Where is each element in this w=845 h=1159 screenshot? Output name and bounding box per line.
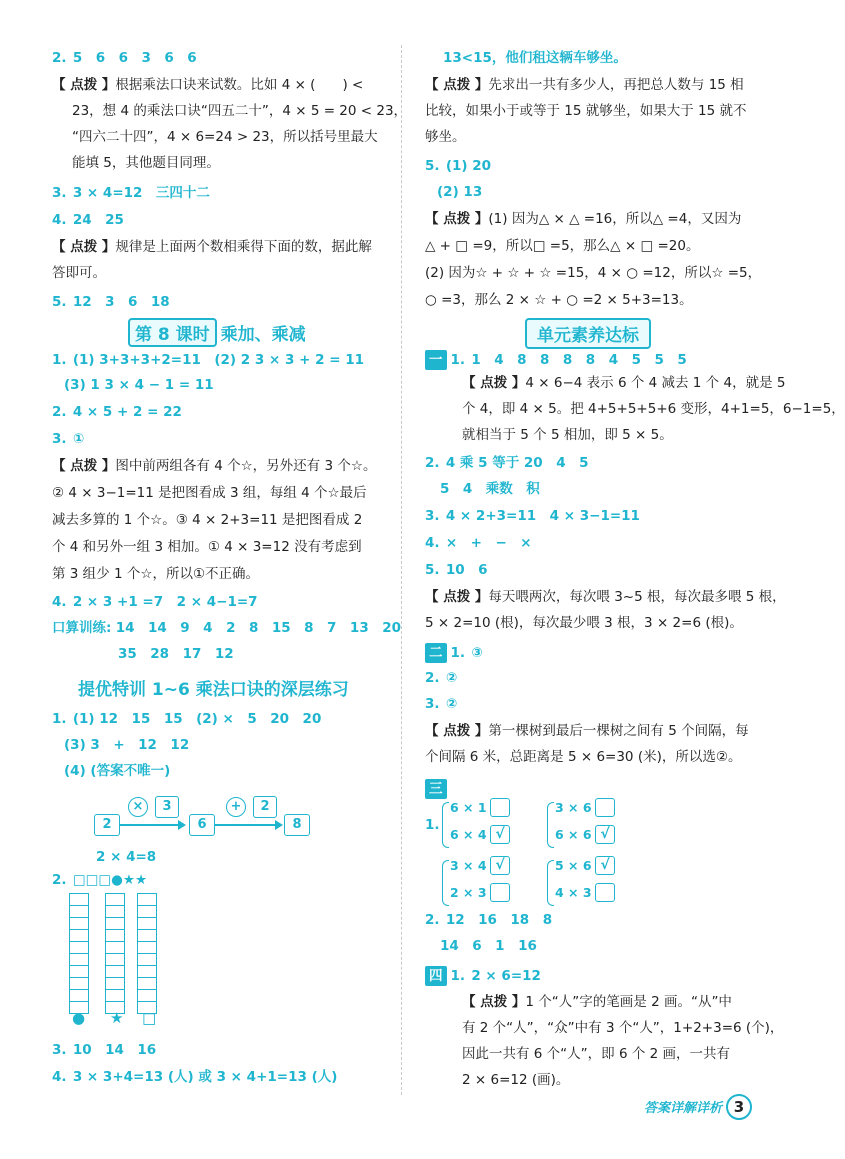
answer-text: (3) 3 + 12 12 xyxy=(64,737,190,753)
question-number: 2. xyxy=(425,912,440,928)
tip-line: 因此一共有 6 个“人”，即 6 个 2 画，一共有 xyxy=(462,1046,731,1062)
question-number: 4. xyxy=(52,594,67,610)
part-2-q3-line xyxy=(425,694,457,714)
tip-line: 个 4 和另外一组 3 相加。① 4 × 3=12 没有考虑到 xyxy=(52,539,362,555)
answer-text: (1) 20 xyxy=(445,158,492,174)
sp-q1-line xyxy=(64,761,170,781)
part-1-q4-line xyxy=(425,533,532,553)
compare-expression-top: 3 × 4 xyxy=(450,858,487,873)
oral-practice-label: 口算训练: xyxy=(52,620,112,636)
tip-line xyxy=(52,237,372,257)
compare-expression-bottom: 2 × 3 xyxy=(450,885,487,900)
page-footer xyxy=(644,1094,752,1120)
l8-q2-line xyxy=(52,402,182,422)
q2-answer-line xyxy=(52,48,197,68)
q5-answer-line xyxy=(52,292,170,312)
answer-text: ② xyxy=(445,696,458,712)
flow-operand-2: 2 xyxy=(253,796,277,818)
answer-text: 1 4 8 8 8 8 4 5 5 5 xyxy=(471,352,687,368)
answer-text: 4 × 5 + 2 = 22 xyxy=(72,404,182,420)
tip-line: 个间隔 6 米，总距离是 5 × 6=30 (米)，所以选②。 xyxy=(425,749,742,765)
tip-line: △ + □ =9，所以□ =5，那么△ × □ =20。 xyxy=(425,238,700,254)
tip-text: 图中前两组各有 4 个☆，另外还有 3 个☆。 xyxy=(115,458,377,474)
tip-text: (1) 因为△ × △ =16，所以△ =4，又因为 xyxy=(488,211,742,227)
tip-label: 【 点拨 】 xyxy=(52,239,116,255)
answer-line: 14 6 1 16 xyxy=(440,938,537,954)
answer-text: ① xyxy=(72,431,85,447)
compare-expression-top: 6 × 1 xyxy=(450,800,487,815)
answer-text: 3 × 3+4=13 (人) 或 3 × 4+1=13 (人) xyxy=(72,1069,338,1085)
question-number: 4. xyxy=(52,212,67,228)
answer-text: 12 3 6 18 xyxy=(72,294,170,310)
answer-text: × + − × xyxy=(445,535,532,551)
question-number: 3. xyxy=(425,696,440,712)
part-tag: 一 xyxy=(425,350,447,370)
part-tag: 二 xyxy=(425,643,447,663)
oral-practice-line xyxy=(52,618,401,638)
tip-line: (2) 因为☆ + ☆ + ☆ =15，4 × ○ =12，所以☆ =5， xyxy=(425,265,762,281)
answer-line: 13<15，他们租这辆车够坐。 xyxy=(443,50,627,66)
tip-line: 减去多算的 1 个☆。③ 4 × 2+3=11 是把图看成 2 xyxy=(52,512,363,528)
tip-text: 1 个“人”字的笔画是 2 画。“从”中 xyxy=(525,994,732,1010)
answer-text: (1) 12 15 15 (2) × 5 20 20 xyxy=(72,711,322,727)
tip-label: 【 点拨 】 xyxy=(52,458,116,474)
tip-text: 4 × 6−4 表示 6 个 4 减去 1 个 4，就是 5 xyxy=(525,375,786,391)
tip-text: 第一棵树到最后一棵树之间有 5 个间隔，每 xyxy=(488,723,749,739)
compare-checkbox-bottom: √ xyxy=(490,825,510,844)
compare-checkbox-top: √ xyxy=(490,856,510,875)
tip-line: 就相当于 5 个 5 相加，即 5 × 5。 xyxy=(462,427,673,443)
q3-answer-line xyxy=(52,183,210,203)
tip-line xyxy=(425,587,786,607)
flow-operator-2: + xyxy=(226,797,246,817)
question-number: 5. xyxy=(425,158,440,174)
answer-text: □□□●★★ xyxy=(72,872,148,888)
compare-checkbox-top: √ xyxy=(595,856,615,875)
tip-line: 能填 5，其他题目同理。 xyxy=(72,155,220,171)
sp-q3-line xyxy=(52,1040,156,1060)
question-number: 3. xyxy=(52,185,67,201)
square-stack-1 xyxy=(69,893,89,1013)
lesson-8-heading xyxy=(128,318,306,347)
question-number: 1. xyxy=(450,352,466,368)
answer-text: ③ xyxy=(471,645,483,661)
part-3-heading xyxy=(425,779,451,799)
tip-label: 【 点拨 】 xyxy=(462,375,526,391)
answer-text: 3 × 4=12 三四十二 xyxy=(72,185,210,201)
bar-symbol-circle: ● xyxy=(72,1009,86,1027)
question-number: 1. xyxy=(450,968,466,984)
tip-label: 【 点拨 】 xyxy=(425,589,489,605)
l8-q4-line xyxy=(52,592,258,612)
tip-text: 先求出一共有多少人，再把总人数与 15 相 xyxy=(488,77,744,93)
answer-text: 5 6 6 3 6 6 xyxy=(72,50,197,66)
tip-line xyxy=(425,75,744,95)
l8-q1-line xyxy=(64,375,214,395)
lesson-title: 乘加、乘减 xyxy=(220,325,306,345)
question-number: 5. xyxy=(425,562,440,578)
compare-expression-bottom: 6 × 4 xyxy=(450,827,487,842)
tip-line xyxy=(52,75,363,95)
answer-line: (2) 13 xyxy=(437,184,483,200)
square-stack-3 xyxy=(137,893,157,1013)
tip-line: 有 2 个“人”，“众”中有 3 个“人”，1+2+3=6 (个)， xyxy=(462,1020,784,1036)
tip-line xyxy=(425,209,741,229)
compare-expression-top: 5 × 6 xyxy=(555,858,592,873)
l8-q3-line xyxy=(52,429,84,449)
question-number: 2. xyxy=(52,50,67,66)
answer-text: 10 14 16 xyxy=(72,1042,157,1058)
square-stack-2 xyxy=(105,893,125,1013)
question-number: 1. xyxy=(52,711,67,727)
part-3-q1-line xyxy=(425,815,442,835)
tip-line xyxy=(462,992,732,1012)
tip-label: 【 点拨 】 xyxy=(425,723,489,739)
part-1-q3-line xyxy=(425,506,640,526)
flow-operator-1: × xyxy=(128,797,148,817)
tip-line: ○ =3，那么 2 × ☆ + ○ =2 × 5+3=13。 xyxy=(425,292,693,308)
question-number: 2. xyxy=(52,872,67,888)
sp-q1-line xyxy=(52,709,321,729)
part-4-q1-line xyxy=(425,966,541,986)
answer-line: 5 4 乘数 积 xyxy=(440,481,540,497)
tip-label: 【 点拨 】 xyxy=(52,77,116,93)
compare-checkbox-bottom xyxy=(490,883,510,902)
tip-line: 2 × 6=12 (画)。 xyxy=(462,1072,570,1088)
bar-symbol-star: ★ xyxy=(110,1009,124,1027)
answer-text: (3) 1 3 × 4 − 1 = 11 xyxy=(64,377,214,393)
flow-arrow-2 xyxy=(215,824,277,826)
tip-line: 个 4，即 4 × 5。把 4+5+5+5+6 变形，4+1=5，6−1=5， xyxy=(462,401,845,417)
sp-q1-line xyxy=(64,735,189,755)
part-tag: 四 xyxy=(425,966,447,986)
question-number: 4. xyxy=(52,1069,67,1085)
question-number: 1. xyxy=(425,817,440,833)
compare-expression-bottom: 6 × 6 xyxy=(555,827,592,842)
question-number: 1. xyxy=(450,645,466,661)
flow-equation: 2 × 4=8 xyxy=(96,849,157,865)
tip-line xyxy=(462,373,785,393)
tip-label: 【 点拨 】 xyxy=(425,211,489,227)
flow-arrow-1 xyxy=(120,824,180,826)
part-3-q2-line xyxy=(425,910,552,930)
compare-brace xyxy=(547,802,554,848)
sp-q2-line xyxy=(52,870,147,890)
tip-line: 够坐。 xyxy=(425,129,466,145)
footer-label: 答案详解详析 xyxy=(643,1101,722,1116)
part-tag: 三 xyxy=(425,779,447,799)
question-number: 2. xyxy=(52,404,67,420)
tip-label: 【 点拨 】 xyxy=(425,77,489,93)
question-number: 2. xyxy=(425,455,440,471)
column-divider xyxy=(401,45,402,1095)
bar-symbol-square: □ xyxy=(142,1009,157,1027)
part-2-q1-line xyxy=(425,643,483,663)
flow-end-box: 8 xyxy=(284,814,310,836)
question-number: 1. xyxy=(52,352,67,368)
part-2-q2-line xyxy=(425,668,457,688)
compare-checkbox-bottom xyxy=(595,883,615,902)
unit-assessment-heading: 单元素养达标 xyxy=(525,318,651,349)
question-number: 5. xyxy=(52,294,67,310)
tip-line: ② 4 × 3−1=11 是把图看成 3 组，每组 4 个☆最后 xyxy=(52,485,367,501)
flow-middle-box: 6 xyxy=(189,814,215,836)
compare-brace xyxy=(547,860,554,906)
question-number: 3. xyxy=(52,1042,67,1058)
answer-text: ② xyxy=(445,670,458,686)
oral-practice-line xyxy=(118,644,234,664)
answer-text: (4) (答案不唯一) xyxy=(64,763,171,779)
tip-line: 比较，如果小于或等于 15 就够坐，如果大于 15 就不 xyxy=(425,103,747,119)
tip-line: 答即可。 xyxy=(52,265,106,281)
compare-checkbox-top xyxy=(490,798,510,817)
q5-line xyxy=(425,156,491,176)
answer-text: 12 16 18 8 xyxy=(445,912,553,928)
answer-text: 4 × 2+3=11 4 × 3−1=11 xyxy=(445,508,640,524)
tip-text: 规律是上面两个数相乘得下面的数，据此解 xyxy=(115,239,372,255)
page-number: 3 xyxy=(726,1094,752,1120)
answer-text: 2 × 3 +1 =7 2 × 4−1=7 xyxy=(72,594,258,610)
answer-text: 4 乘 5 等于 20 4 5 xyxy=(445,455,589,471)
question-number: 3. xyxy=(52,431,67,447)
tip-line: 5 × 2=10 (根)，每次最少喂 3 根，3 × 2=6 (根)。 xyxy=(425,615,743,631)
tip-line xyxy=(425,721,749,741)
answer-text: 10 6 xyxy=(445,562,488,578)
compare-checkbox-top xyxy=(595,798,615,817)
question-number: 4. xyxy=(425,535,440,551)
tip-line: 第 3 组少 1 个☆，所以①不正确。 xyxy=(52,566,260,582)
question-number: 2. xyxy=(425,670,440,686)
q4-answer-line xyxy=(52,210,124,230)
sp-q4-line xyxy=(52,1067,337,1087)
tip-text: 每天喂两次，每次喂 3~5 根，每次最多喂 5 根， xyxy=(488,589,786,605)
flow-start-box: 2 xyxy=(94,814,120,836)
compare-brace xyxy=(442,802,449,848)
flow-operand-1: 3 xyxy=(155,796,179,818)
compare-checkbox-bottom: √ xyxy=(595,825,615,844)
part-1-q2-line xyxy=(425,453,589,473)
tip-label: 【 点拨 】 xyxy=(462,994,526,1010)
answer-text: 2 × 6=12 xyxy=(471,968,541,984)
tip-line xyxy=(52,456,376,476)
tip-line: 23，想 4 的乘法口诀“四五二十”，4 × 5 = 20 < 23， xyxy=(72,103,408,119)
compare-brace xyxy=(442,860,449,906)
part-1-q5-line xyxy=(425,560,488,580)
tip-text: 根据乘法口诀来试数。比如 4 × ( ) < xyxy=(115,77,364,93)
special-training-heading: 提优特训 1~6 乘法口诀的深层练习 xyxy=(78,680,349,700)
compare-expression-top: 3 × 6 xyxy=(555,800,592,815)
answer-text: 35 28 17 12 xyxy=(118,646,234,662)
answer-text: 14 14 9 4 2 8 15 8 7 13 20 xyxy=(115,620,401,636)
answer-text: 24 25 xyxy=(72,212,124,228)
tip-line: “四六二十四”，4 × 6=24 > 23，所以括号里最大 xyxy=(72,129,378,145)
lesson-number-box: 第 8 课时 xyxy=(128,318,217,347)
answer-text: (1) 3+3+3+2=11 (2) 2 3 × 3 + 2 = 11 xyxy=(72,352,364,368)
question-number: 3. xyxy=(425,508,440,524)
compare-expression-bottom: 4 × 3 xyxy=(555,885,592,900)
part-1-q1-line xyxy=(425,350,687,370)
l8-q1-line xyxy=(52,350,364,370)
